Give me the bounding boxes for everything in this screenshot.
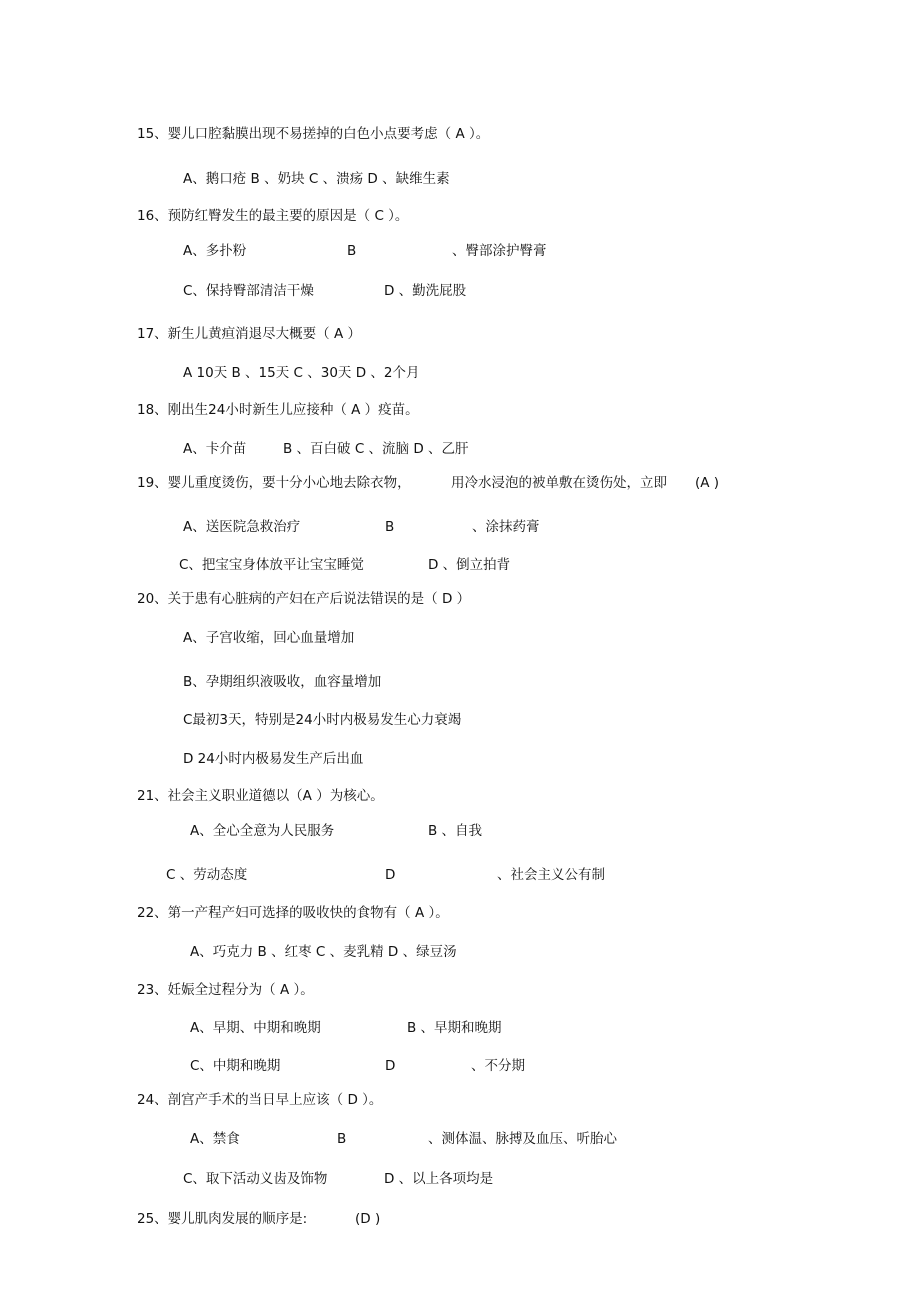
question-17-stem: 17、新生儿黄疸消退尽大概要（ A ） (137, 326, 361, 342)
question-18-stem: 18、刚出生24小时新生儿应接种（ A ）疫苗。 (137, 402, 419, 418)
question-20-stem: 20、关于患有心脏病的产妇在产后说法错误的是（ D ） (137, 591, 471, 607)
question-23-option-c: C、中期和晚期 (190, 1058, 281, 1074)
question-20-option-b: B、孕期组织液吸收，血容量增加 (183, 674, 382, 690)
question-22-stem: 22、第一产程产妇可选择的吸收快的食物有（ A ）。 (137, 905, 449, 921)
question-19-stem-cont: 用冷水浸泡的被单敷在烫伤处，立即 (451, 475, 667, 491)
question-18-option-a: A、卡介苗 (183, 441, 247, 457)
question-21-option-d-text: 、社会主义公有制 (497, 867, 605, 883)
question-20-option-a: A、子宫收缩，回心血量增加 (183, 630, 355, 646)
question-16-option-b-letter: B (347, 243, 357, 259)
question-19-answer: (A ) (695, 475, 720, 491)
question-19-option-a: A、送医院急救治疗 (183, 519, 301, 535)
question-24-option-c: C、取下活动义齿及饰物 (183, 1171, 328, 1187)
question-19-option-b-text: 、涂抹药膏 (472, 519, 540, 535)
question-23-option-d-text: 、不分期 (471, 1058, 525, 1074)
question-16-option-d: D 、勤洗屁股 (384, 283, 467, 299)
question-22-options: A、巧克力 B 、红枣 C 、麦乳精 D 、绿豆汤 (190, 944, 457, 960)
question-20-option-c: C最初3天，特别是24小时内极易发生心力衰竭 (183, 712, 462, 728)
question-24-option-b-letter: B (337, 1131, 347, 1147)
question-24-option-a: A、禁食 (190, 1131, 240, 1147)
question-19-option-b-letter: B (385, 519, 395, 535)
question-21-stem: 21、社会主义职业道德以（A ）为核心。 (137, 788, 384, 804)
question-21-option-a: A、全心全意为人民服务 (190, 823, 335, 839)
question-15-stem: 15、婴儿口腔黏膜出现不易搓掉的白色小点要考虑（ A ）。 (137, 126, 490, 142)
question-23-option-d-letter: D (385, 1058, 396, 1074)
question-21-option-c: C 、劳动态度 (166, 867, 248, 883)
question-17-options: A 10天 B 、15天 C 、30天 D 、2个月 (183, 365, 420, 381)
question-19-option-c: C、把宝宝身体放平让宝宝睡觉 (179, 557, 364, 573)
question-16-option-c: C、保持臀部清洁干燥 (183, 283, 314, 299)
question-19-stem: 19、婴儿重度烫伤，要十分小心地去除衣物， (137, 475, 411, 491)
question-24-option-d: D 、以上各项均是 (384, 1171, 494, 1187)
question-25-answer: (D ) (355, 1211, 381, 1227)
question-24-option-b-text: 、测体温、脉搏及血压、听胎心 (428, 1131, 617, 1147)
question-18-option-rest: B 、百白破 C 、流脑 D 、乙肝 (283, 441, 469, 457)
question-16-option-b-text: 、臀部涂护臀膏 (452, 243, 547, 259)
question-23-option-a: A、早期、中期和晚期 (190, 1020, 321, 1036)
question-25-stem: 25、婴儿肌肉发展的顺序是: (137, 1211, 308, 1227)
question-24-stem: 24、剖宫产手术的当日早上应该（ D ）。 (137, 1092, 383, 1108)
question-16-stem: 16、预防红臀发生的最主要的原因是（ C ）。 (137, 208, 409, 224)
question-23-stem: 23、妊娠全过程分为（ A ）。 (137, 982, 314, 998)
question-20-option-d: D 24小时内极易发生产后出血 (183, 751, 364, 767)
question-16-option-a: A、多扑粉 (183, 243, 247, 259)
question-23-option-b: B 、早期和晚期 (407, 1020, 502, 1036)
question-21-option-b: B 、自我 (428, 823, 483, 839)
question-15-options: A、鹅口疮 B 、奶块 C 、溃疡 D 、缺维生素 (183, 171, 450, 187)
question-21-option-d-letter: D (385, 867, 396, 883)
question-19-option-d: D 、倒立拍背 (428, 557, 511, 573)
